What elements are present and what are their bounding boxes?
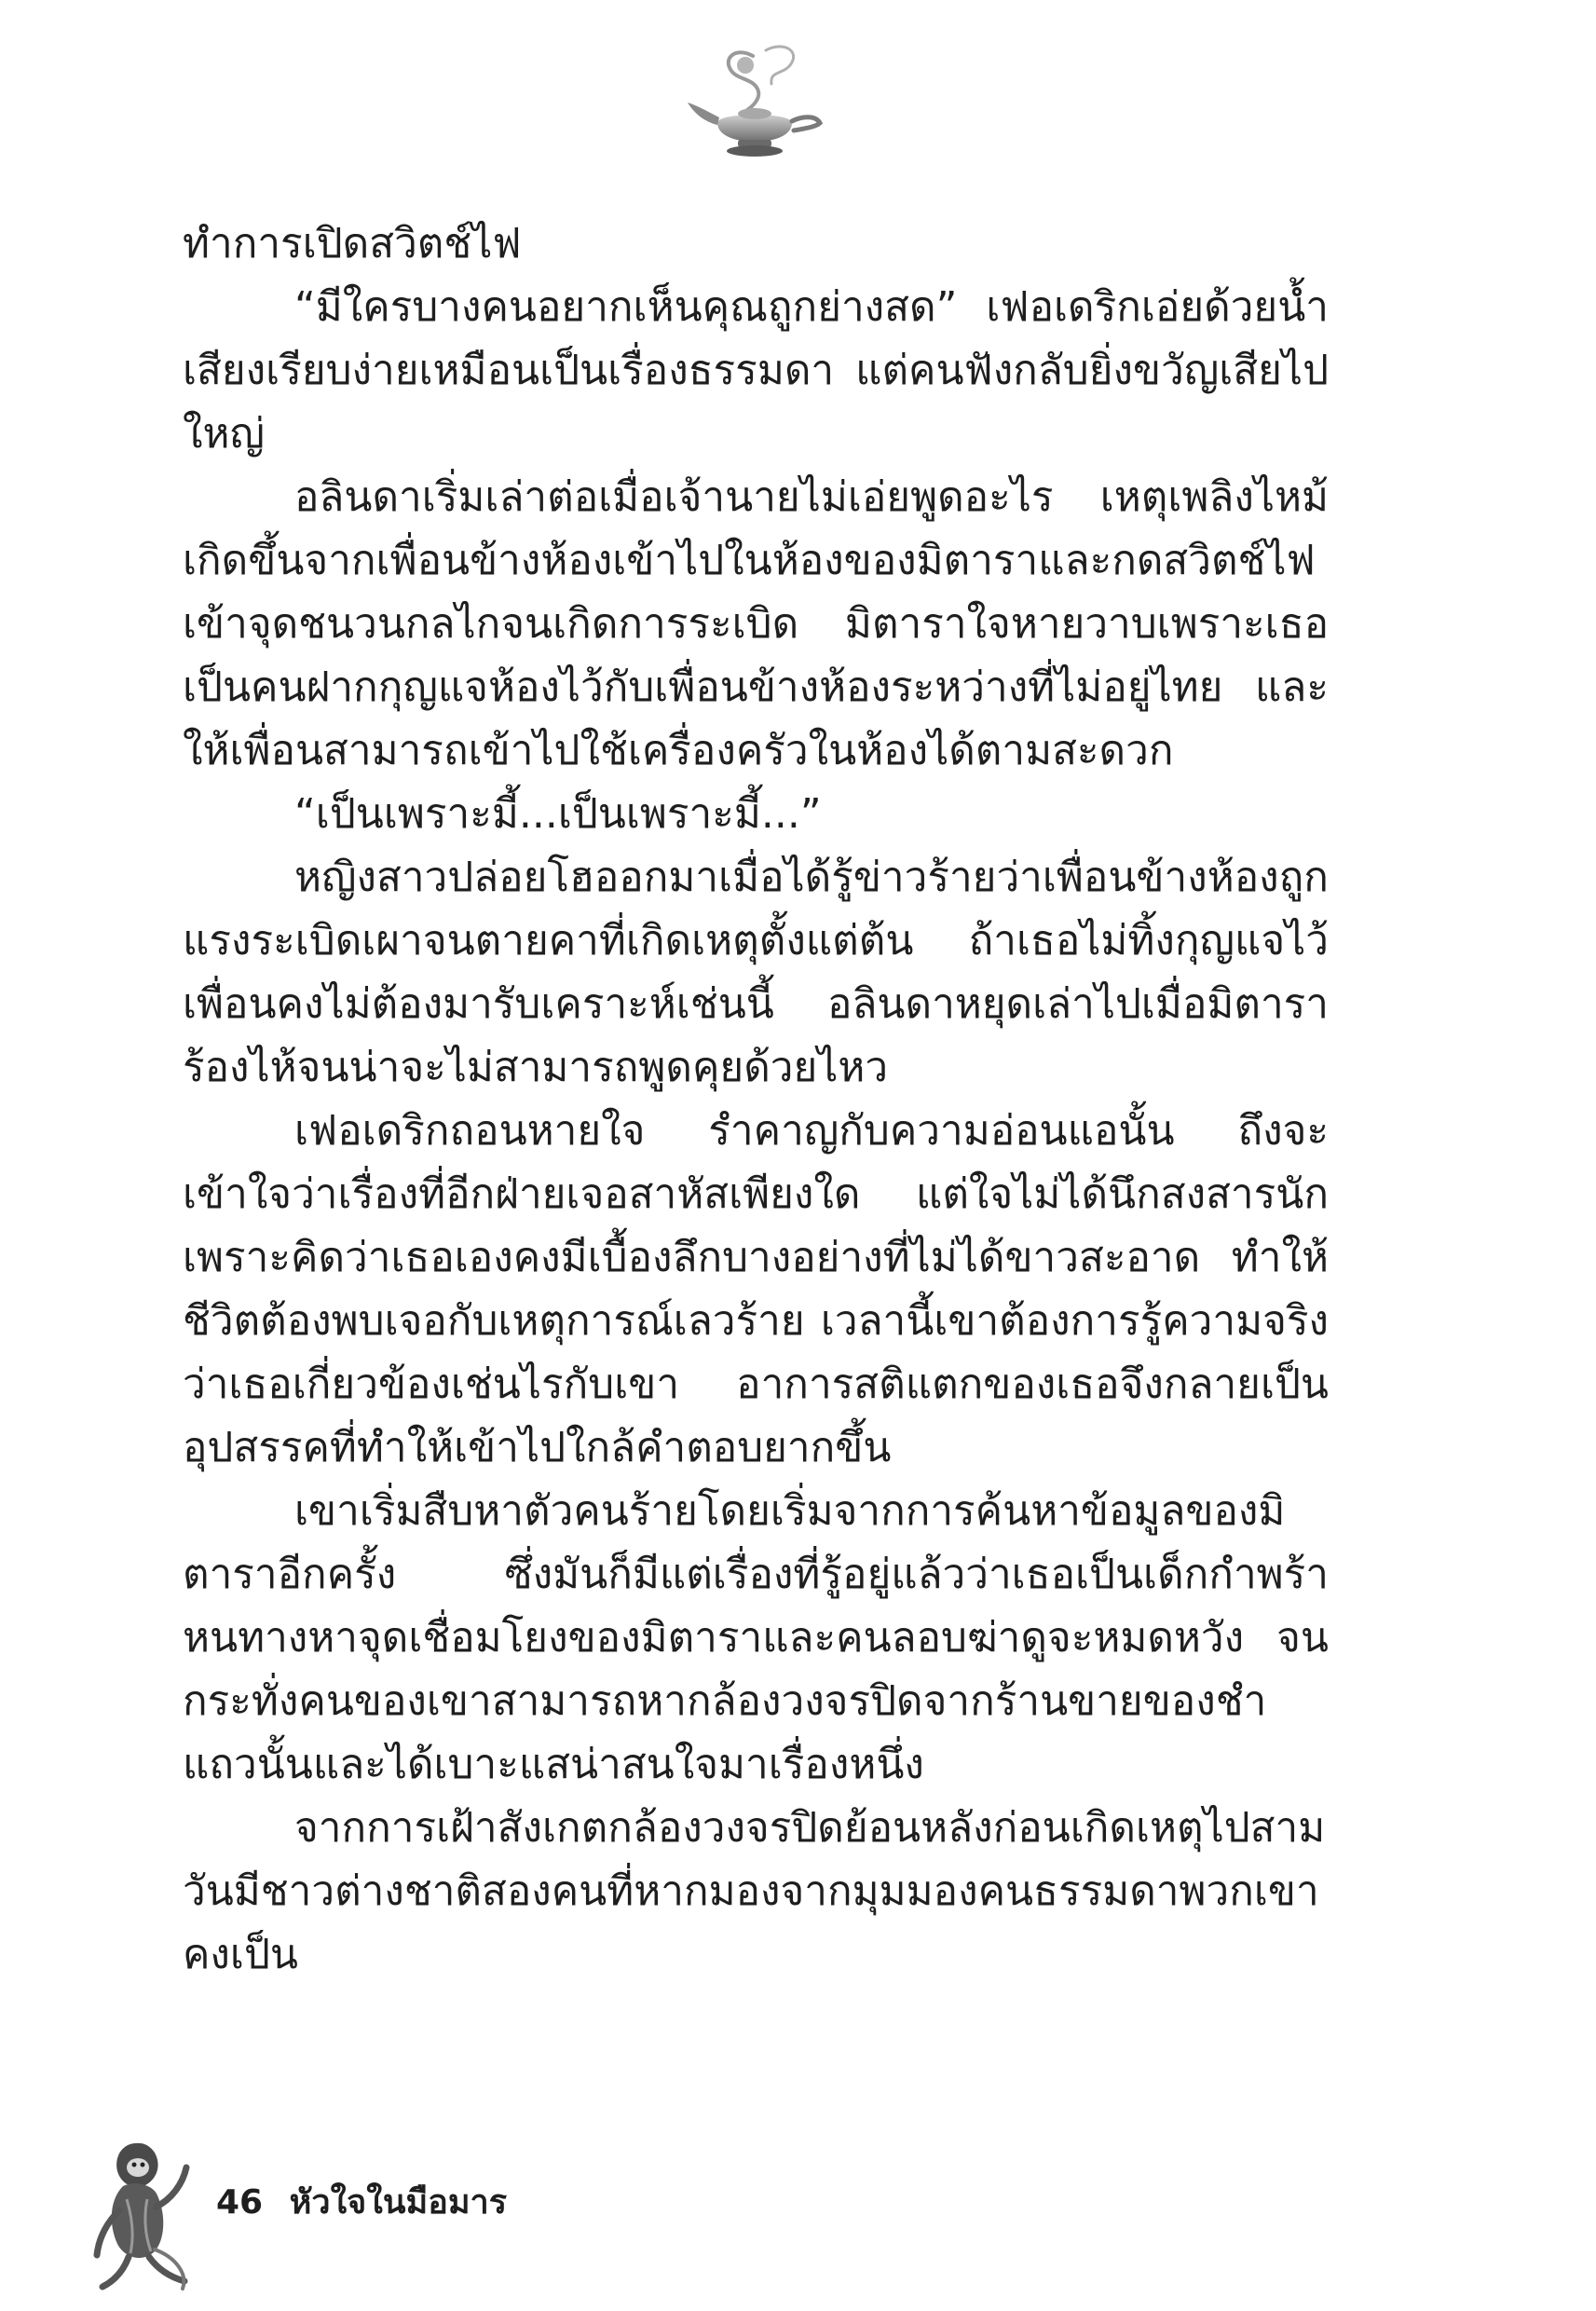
story-text [183, 212, 1329, 1987]
paragraph-2: “มีใครบางคนอยากเห็นคุณถูกย่างสด” เฟอเดริกเอ่ยด้วยน้ำเสียงเรียบง่ายเหมือนเป็นเรื่องธรรมดา แต่คนฟังกลับยิ่งขวัญเสียไปใหญ่ [183, 283, 1329, 458]
paragraph-3: อลินดาเริ่มเล่าต่อเมื่อเจ้านายไม่เอ่ยพูดอะไร เหตุเพลิงไหม้เกิดขึ้นจากเพื่อนข้างห้องเข้าไปในห้องของมิตาราและกดสวิตช์ไฟเข้าจุดชนวนกลไกจนเกิดการระเบิด มิตาราใจหายวาบเพราะเธอเป็นคนฝากกุญแจห้องไว้กับเพื่อนข้างห้องระหว่างที่ไม่อยู่ไทย และให้เพื่อนสามารถเข้าไปใช้เครื่องครัวในห้องได้ตามสะดวก [183, 473, 1329, 774]
book-title: หัวใจในมือมาร [289, 2183, 508, 2222]
monkey-icon [86, 2134, 198, 2292]
paragraph-1: ทำการเปิดสวิตช์ไฟ [183, 220, 522, 267]
paragraph-7: เขาเริ่มสืบหาตัวคนร้ายโดยเริ่มจากการค้นหาข้อมูลของมิตาราอีกครั้ง ซึ่งมันก็มีแต่เรื่องที่รู้อยู่แล้วว่าเธอเป็นเด็กกำพร้า หนทางหาจุดเชื่อมโยงของมิตาราและคนลอบฆ่าดูจะหมดหวัง จนกระทั่งคนของเขาสามารถหากล้องวงจรปิดจากร้านขายของชำแถวนั้นและได้เบาะแสน่าสนใจมาเรื่องหนึ่ง [183, 1487, 1329, 1788]
paragraph-8: จากการเฝ้าสังเกตกล้องวงจรปิดย้อนหลังก่อนเกิดเหตุไปสามวันมีชาวต่างชาติสองคนที่หากมองจากมุมมองคนธรรมดาพวกเขาคงเป็น [183, 1804, 1326, 1978]
paragraph-6: เฟอเดริกถอนหายใจ รำคาญกับความอ่อนแอนั้น ถึงจะเข้าใจว่าเรื่องที่อีกฝ่ายเจอสาหัสเพียงใด แต่ใจไม่ได้นึกสงสารนัก เพราะคิดว่าเธอเองคงมีเบื้องลึกบางอย่างที่ไม่ได้ขาวสะอาด ทำให้ชีวิตต้องพบเจอกับเหตุการณ์เลวร้าย เวลานี้เขาต้องการรู้ความจริงว่าเธอเกี่ยวข้องเช่นไรกับเขา อาการสติแตกของเธอจึงกลายเป็นอุปสรรคที่ทำให้เข้าไปใกล้คำตอบยากขึ้น [183, 1107, 1329, 1471]
paragraph-5: หญิงสาวปล่อยโฮออกมาเมื่อได้รู้ข่าวร้ายว่าเพื่อนข้างห้องถูกแรงระเบิดเผาจนตายคาที่เกิดเหตุตั้งแต่ต้น ถ้าเธอไม่ทิ้งกุญแจไว้ เพื่อนคงไม่ต้องมารับเคราะห์เช่นนี้ อลินดาหยุดเล่าไปเมื่อมิตาราร้องไห้จนน่าจะไม่สามารถพูดคุยด้วยไหว [183, 854, 1329, 1091]
paragraph-4: “เป็นเพราะมี้...เป็นเพราะมี้...” [294, 790, 822, 838]
page-number: 46 [216, 2183, 264, 2222]
genie-lamp-icon [680, 37, 829, 177]
page-footer [216, 2181, 507, 2225]
